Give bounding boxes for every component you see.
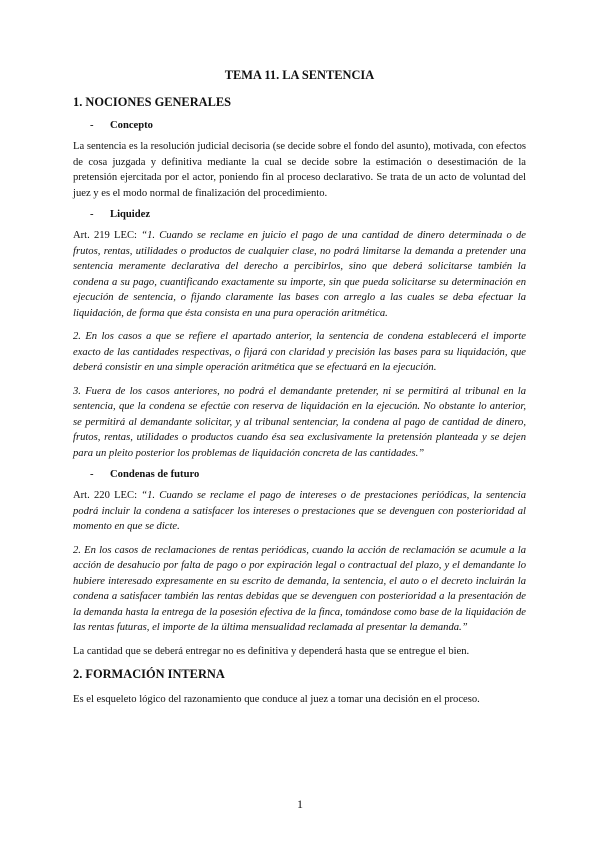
- section-heading-nociones: 1. NOCIONES GENERALES: [73, 95, 232, 109]
- paragraph-art220-2: 2. En los casos de reclamaciones de rentas periódicas, cuando la acción de reclamación se acumule a la acción de desahucio por falta de pago o por expiración legal o contractual del plazo, y el demandante lo hubiere interesado expresamente en su escrito de demanda, la sentencia, el auto o el decreto incluirán la condena a satisfacer también las rentas debidas que se devenguen con posterioridad a la presentación de la demanda hasta la entrega de la posesión efectiva de la finca, tomándose como base de la liquidación de las rentas futuras, el importe de la última mensualidad reclamada al presentar la demanda.”: [73, 544, 526, 633]
- document-body: [73, 68, 526, 716]
- bullet-dash: -: [90, 469, 94, 480]
- subheading-label: Condenas de futuro: [110, 469, 200, 480]
- page-number: 1: [297, 797, 303, 811]
- paragraph-art219-3: 3. Fuera de los casos anteriores, no podrá el demandante pretender, ni se permitirá al tribunal en la sentencia, que la condena se efectúe con reserva de liquidación en la ejecución. No obstante lo anterior, se permitirá al demandante solicitar, y al tribunal sentenciar, la condena al pago de cantidad de dinero, frutos, rentas, utilidades o productos cuando ésa sea exclusivamente la pretensión planteada y se dejen para un pleito posterior los problemas de liquidación concreta de las cantidades.”: [73, 385, 526, 459]
- page-title: TEMA 11. LA SENTENCIA: [224, 68, 375, 82]
- article-text: “1. Cuando se reclame en juicio el pago de una cantidad de dinero determinada o de frutos, rentas, utilidades o productos de cualquier clase, no podrá limitarse la demanda a pretender una sentencia meramente declarativa del derecho a percibirlos, sino que deberá solicitarse también la condena a su pago, cuantificando exactamente su importe, sin que pueda solicitarse su determinación en ejecución de sentencia, o fijando claramente las bases con arreglo a las cuales se deba efectuar la liquidación, de forma que ésta consista en una pura operación aritmética.: [73, 230, 526, 319]
- paragraph-formacion: Es el esqueleto lógico del razonamiento que conduce al juez a tomar una decisión en el proceso.: [73, 694, 480, 705]
- subheading-label: Liquidez: [110, 209, 151, 220]
- section-heading-formacion: 2. FORMACIÓN INTERNA: [73, 667, 225, 681]
- subheading-condenas-futuro: [90, 469, 526, 480]
- article-text: “1. Cuando se reclame el pago de intereses o de prestaciones periódicas, la sentencia podrá incluir la condena a satisfacer los intereses o prestaciones que se devenguen con posterioridad al momento en que se dicte.: [73, 490, 526, 532]
- paragraph-art219-1: [73, 228, 526, 321]
- bullet-dash: -: [90, 120, 94, 131]
- paragraph-art219-2: 2. En los casos a que se refiere el apartado anterior, la sentencia de condena establecerá el importe exacto de las cantidades respectivas, o fijará con claridad y precisión las bases para su liquidación, que deberá consistir en una simple operación aritmética que se efectuará en la ejecución.: [73, 331, 526, 373]
- subheading-label: Concepto: [110, 120, 153, 131]
- subheading-liquidez: [90, 209, 526, 220]
- bullet-dash: -: [90, 209, 94, 220]
- article-reference: Art. 220 LEC:: [73, 490, 142, 501]
- paragraph-art220-1: [73, 488, 526, 535]
- paragraph-concepto: La sentencia es la resolución judicial decisoria (se decide sobre el fondo del asunto), motivada, con efectos de cosa juzgada y definitiva mediante la cual se decide sobre la estimación o desestimación de la pretensión ejercitada por el actor, poniendo fin al proceso declarativo. Se trata de un acto de voluntad del juez y es el modo normal de finalización del procedimiento.: [73, 141, 527, 199]
- article-reference: Art. 219 LEC:: [73, 230, 142, 241]
- subheading-concepto: [90, 120, 526, 131]
- paragraph-cantidad: La cantidad que se deberá entregar no es definitiva y dependerá hasta que se entregue el bien.: [73, 645, 470, 657]
